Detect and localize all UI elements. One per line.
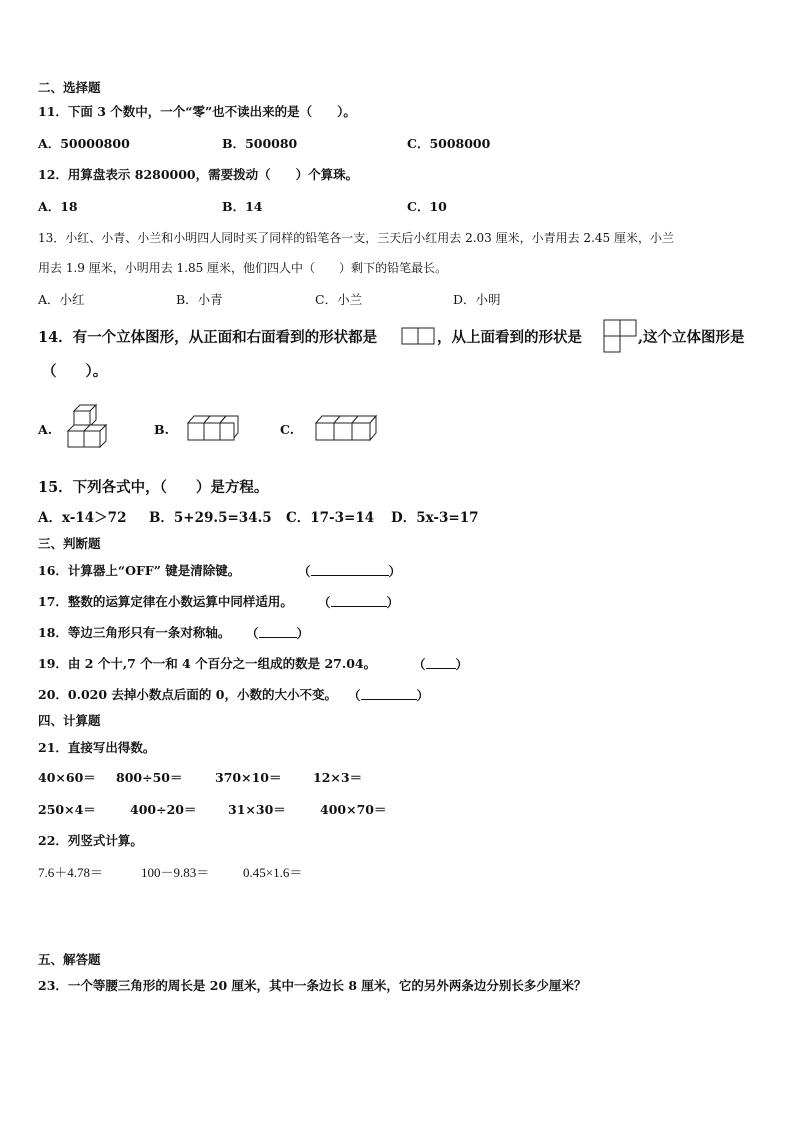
question-13-stem-line2: 用去 1.9 厘米，小明用去 1.85 厘米，他们四人中（ ）剩下的铅笔最长。 — [38, 261, 448, 275]
section-heading-judge: 三、判断题 — [38, 536, 101, 551]
q17-answer-blank[interactable] — [318, 594, 399, 611]
question-23-stem: 23．一个等腰三角形的周长是 20 厘米，其中一条边长 8 厘米，它的另外两条边分别长多少厘米？ — [38, 978, 587, 993]
q17-close-paren: ） — [386, 595, 400, 610]
q21-r1-c2: 800÷50＝ — [116, 770, 183, 785]
q12-option-b: B．14 — [222, 199, 263, 214]
q15-option-b: B．5+29.5=34.5 — [149, 510, 272, 526]
q20-answer-blank[interactable] — [348, 687, 429, 704]
section-heading-choice: 二、选择题 — [38, 80, 101, 95]
q21-r2-c3: 31×30＝ — [228, 802, 286, 817]
q19-answer-blank[interactable] — [413, 656, 468, 673]
question-15-stem: 15．下列各式中，（ ）是方程。 — [38, 479, 269, 496]
q21-r2-c2: 400÷20＝ — [130, 802, 197, 817]
q11-option-a: A．50000800 — [38, 136, 130, 151]
q15-option-c: C．17-3=14 — [286, 510, 375, 526]
option-c-cubes-figure — [314, 413, 384, 447]
option-b-cubes-figure — [186, 413, 242, 447]
q22-item-2: 100－9.83＝ — [141, 865, 210, 880]
q13-option-a: A．小红 — [38, 292, 85, 307]
q16-close-paren: ） — [388, 564, 402, 579]
q13-option-d: D．小明 — [453, 292, 501, 307]
question-19-text: 19．由 2 个十,7 个一和 4 个百分之一组成的数是 27.04。 — [38, 656, 377, 671]
q17-open-paren: （ — [318, 595, 331, 610]
q13-option-c: C．小兰 — [315, 292, 363, 307]
q19-open-paren: （ — [413, 657, 426, 672]
front-view-shape — [401, 326, 437, 346]
question-14-stem-a: 14．有一个立体图形，从正面和右面看到的形状都是 — [38, 329, 378, 346]
q16-answer-blank[interactable] — [298, 563, 401, 580]
q22-item-1: 7.6＋4.78＝ — [38, 865, 104, 880]
question-13-stem-line1: 13．小红、小青、小兰和小明四人同时买了同样的铅笔各一支，三天后小红用去 2.03 厘米，小青用去 2.45 厘米，小兰 — [38, 231, 674, 245]
q22-item-3: 0.45×1.6＝ — [243, 865, 303, 880]
question-14-stem-c: ,这个立体图形是 — [638, 329, 745, 346]
q21-r1-c1: 40×60＝ — [38, 770, 96, 785]
question-22-stem: 22．列竖式计算。 — [38, 833, 143, 848]
q14-option-a: A. — [38, 422, 53, 437]
question-14-stem-b: ，从上面看到的形状是 — [437, 329, 582, 346]
question-16-text: 16．计算器上“OFF” 键是清除键。 — [38, 563, 241, 578]
q20-close-paren: ） — [416, 688, 430, 703]
question-12-stem: 12．用算盘表示 8280000，需要拨动（ ）个算珠。 — [38, 167, 359, 182]
question-21-stem: 21．直接写出得数。 — [38, 740, 156, 755]
q21-r1-c4: 12×3＝ — [313, 770, 363, 785]
q18-close-paren: ） — [296, 626, 310, 641]
q21-r2-c4: 400×70＝ — [320, 802, 387, 817]
q16-open-paren: （ — [298, 564, 311, 579]
q20-open-paren: （ — [348, 688, 361, 703]
option-a-cubes-figure — [66, 403, 120, 451]
q14-option-b: B. — [154, 422, 169, 437]
q18-answer-blank[interactable] — [246, 625, 309, 642]
question-14-paren: （ ）。 — [42, 363, 108, 380]
q15-option-d: D．5x-3=17 — [391, 510, 479, 526]
q13-option-b: B．小青 — [176, 292, 223, 307]
question-20-text: 20．0.020 去掉小数点后面的 0，小数的大小不变。 — [38, 687, 337, 702]
q14-option-c: C. — [280, 422, 295, 437]
question-18-text: 18．等边三角形只有一条对称轴。 — [38, 625, 231, 640]
q11-option-b: B．500080 — [222, 136, 298, 151]
q19-close-paren: ） — [455, 657, 469, 672]
q21-r1-c3: 370×10＝ — [215, 770, 282, 785]
q12-option-a: A．18 — [38, 199, 78, 214]
q12-option-c: C．10 — [407, 199, 447, 214]
section-heading-solve: 五、解答题 — [38, 952, 101, 967]
question-17-text: 17．整数的运算定律在小数运算中同样适用。 — [38, 594, 293, 609]
q21-r2-c1: 250×4＝ — [38, 802, 96, 817]
q11-option-c: C．5008000 — [407, 136, 491, 151]
q15-option-a: A．x-14＞72 — [38, 510, 127, 526]
section-heading-calc: 四、计算题 — [38, 713, 101, 728]
top-view-shape — [602, 318, 638, 354]
q18-open-paren: （ — [246, 626, 259, 641]
question-11-stem: 11．下面 3 个数中，一个“零”也不读出来的是（ ）。 — [38, 104, 356, 119]
